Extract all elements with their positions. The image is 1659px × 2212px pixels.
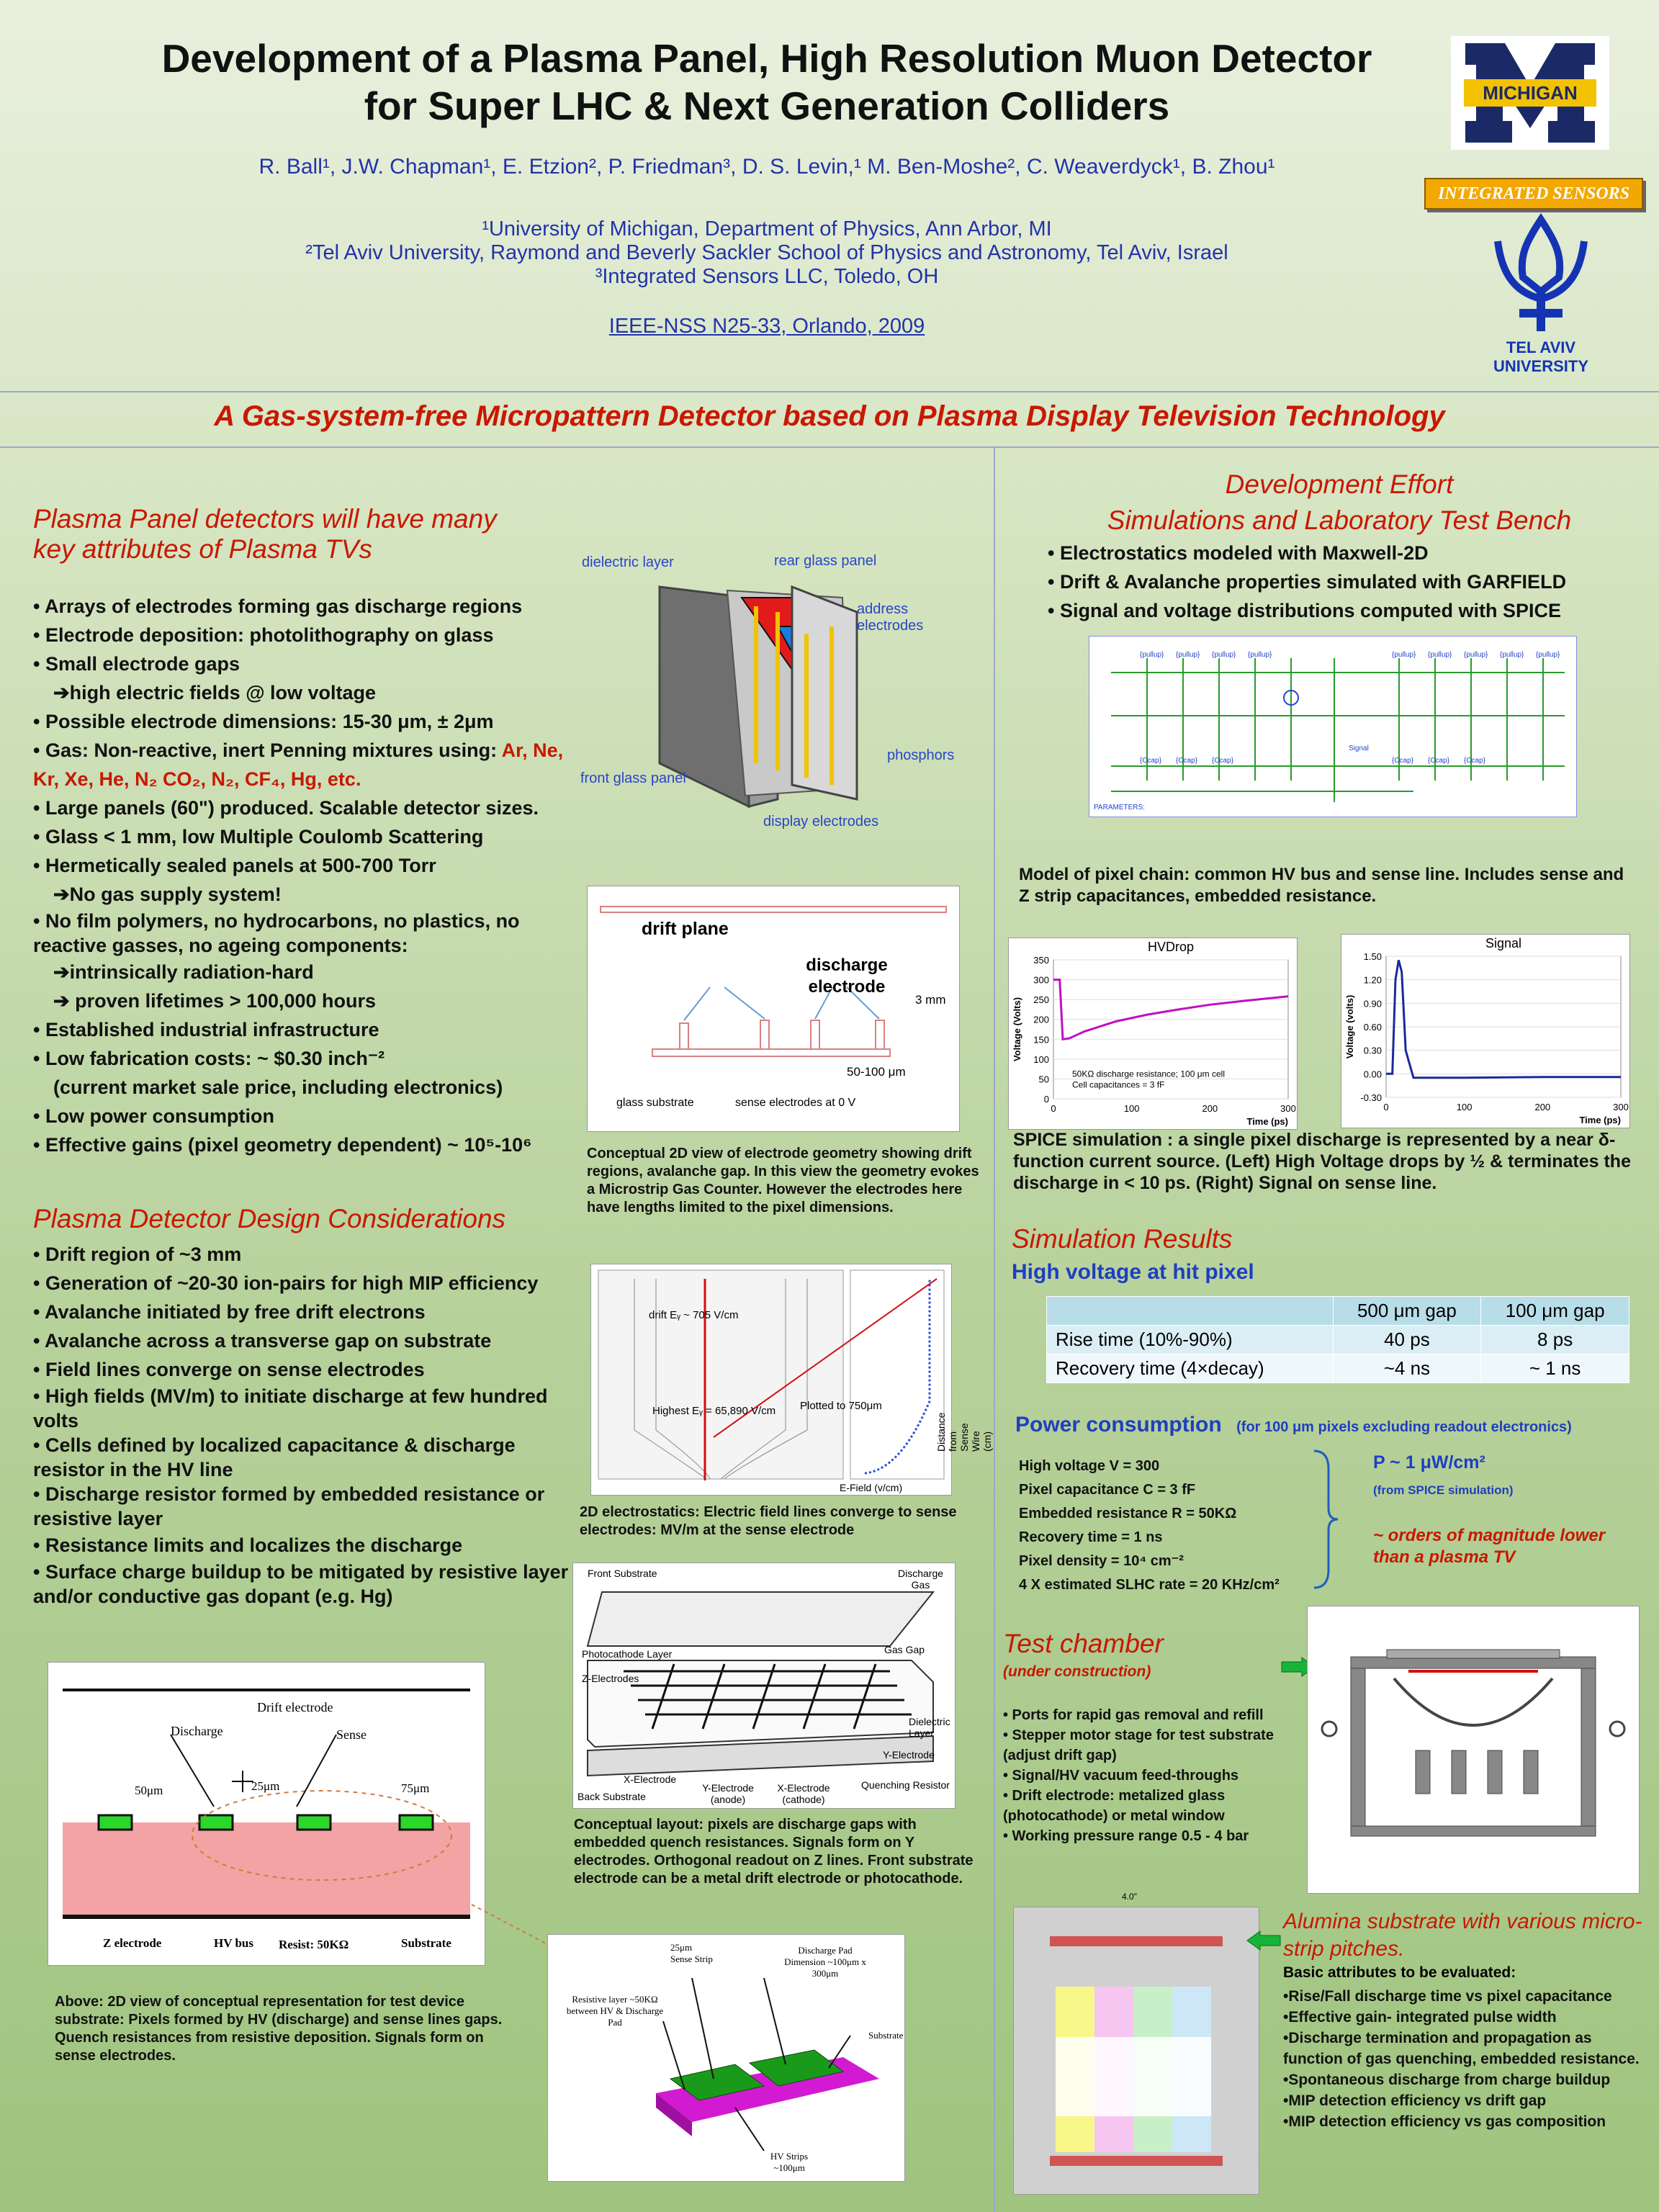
michigan-logo: MICHIGAN xyxy=(1451,36,1609,150)
design-considerations xyxy=(33,1240,580,1609)
header-divider xyxy=(0,391,1659,392)
svg-text:{Ccap}: {Ccap} xyxy=(1176,757,1198,765)
list-item: • Established industrial infrastructure xyxy=(33,1019,379,1040)
substrate-cross-section-figure: Drift electrode Discharge Sense 50μm 25μm 75μm Z electrode HV bus Resist: 50KΩ Substrate xyxy=(48,1662,485,1966)
brace xyxy=(1310,1447,1339,1591)
svg-text:{pullup}: {pullup} xyxy=(1464,651,1488,659)
list-item: • Drift & Avalanche properties simulated with GARFIELD xyxy=(1048,571,1567,593)
power-result: P ~ 1 μW/cm² xyxy=(1373,1452,1485,1473)
arrow-dashed xyxy=(468,1901,554,1951)
svg-text:{pullup}: {pullup} xyxy=(1392,651,1416,659)
list-item: • Signal and voltage distributions computed with SPICE xyxy=(1048,600,1562,621)
y-tick-label: -0.30 xyxy=(1360,1092,1382,1103)
list-item: • Low power consumption xyxy=(33,1105,274,1127)
svg-text:{pullup}: {pullup} xyxy=(1248,651,1272,659)
svg-text:{Ccap}: {Ccap} xyxy=(1140,757,1162,765)
y-tick-label: 0.30 xyxy=(1363,1045,1382,1056)
plasma-display-exploded-figure: dielectric layer rear glass panel address electrodes phosphors front glass panel display electrodes xyxy=(580,553,955,830)
y-tick-label: 0.60 xyxy=(1363,1022,1382,1033)
list-item: ➔intrinsically radiation-hard xyxy=(53,961,314,983)
list-item: • Hermetically sealed panels at 500-700 Torr xyxy=(33,855,436,876)
svg-text:{pullup}: {pullup} xyxy=(1212,651,1236,659)
svg-text:{Ccap}: {Ccap} xyxy=(1464,757,1486,765)
list-item: • Avalanche initiated by free drift electrons xyxy=(33,1301,426,1323)
y-tick-label: 200 xyxy=(1033,1014,1049,1025)
list-item: • Surface charge buildup to be mitigated by resistive layer and/or conductive gas dopant (e.g. Hg) xyxy=(33,1561,569,1607)
integrated-sensors-logo: INTEGRATED SENSORS xyxy=(1424,178,1643,210)
svg-text:{pullup}: {pullup} xyxy=(1500,651,1524,659)
list-item: • Low fabrication costs: ~ $0.30 inch⁻² xyxy=(33,1048,385,1069)
svg-text:{Ccap}: {Ccap} xyxy=(1428,757,1450,765)
svg-text:{Ccap}: {Ccap} xyxy=(1212,757,1234,765)
y-tick-label: 0.90 xyxy=(1363,998,1382,1010)
power-heading: Power consumption (for 100 μm pixels excluding readout electronics) xyxy=(1015,1413,1572,1437)
plasma-tv-attributes xyxy=(33,592,573,1159)
table-header: 500 μm gap xyxy=(1333,1297,1481,1326)
list-item: • Arrays of electrodes forming gas discharge regions xyxy=(33,595,523,617)
section-heading-development: Development Effort Simulations and Laboratory Test Bench xyxy=(1107,469,1572,535)
hvdrop-chart xyxy=(1008,938,1298,1130)
electrostatics-figure: drift Eᵧ ~ 705 V/cm Highest Eᵧ = 65,890 V/cm Plotted to 750μm E-Field (v/cm) Distance from Sense Wire (cm) xyxy=(590,1264,952,1496)
y-axis-label: Voltage (Volts) xyxy=(1012,997,1022,1062)
caption-conceptual-layout: Conceptual layout: pixels are discharge gaps with embedded quench resistances. Signals form on Y electrodes. Orthogonal readout on Z lines. Front substrate electrode can be a metal drift electrode or photocathode. xyxy=(574,1817,974,1887)
alumina-substrate-drawing: 4.0" xyxy=(1013,1907,1259,2195)
chart-title: Signal xyxy=(1485,936,1522,950)
list-item: • Generation of ~20-30 ion-pairs for high MIP efficiency xyxy=(33,1272,539,1294)
chart-annotation: 50KΩ discharge resistance; 100 μm cell xyxy=(1072,1069,1225,1079)
chart-annotation: Cell capacitances = 3 fF xyxy=(1072,1079,1165,1090)
caption-spice: SPICE simulation : a single pixel discharge is represented by a near δ-function current source. (Left) High Voltage drops by ½ & terminates the discharge in < 10 ps. (Right) Signal on sense line. xyxy=(1013,1130,1631,1193)
pixel-chain-circuit: {pullup} {pullup} {pullup} {pullup} {pullup} {pullup} {pullup} {pullup} {pullup} {Ccap} {Ccap} {Ccap} {Ccap} {Ccap} {Ccap} PARAMETERS: Signal xyxy=(1089,636,1577,817)
x-tick-label: 0 xyxy=(1383,1102,1389,1112)
caption-pixel-chain: Model of pixel chain: common HV bus and sense line. Includes sense and Z strip capacitances, embedded resistance. xyxy=(1019,865,1624,906)
list-item: • Resistance limits and localizes the discharge xyxy=(33,1534,463,1556)
conceptual-layout-figure: Front Substrate Discharge Gas Gas Gap Photocathode Layer Z-Electrodes Dielectric Layer Y-Electrode X-Electrode Back Substrate Y-Electrode (anode) X-Electrode (cathode) Quenching Resistor xyxy=(572,1563,956,1809)
list-item: • Small electrode gaps xyxy=(33,653,240,675)
table-header: 100 μm gap xyxy=(1481,1297,1629,1326)
list-item: ➔ proven lifetimes > 100,000 hours xyxy=(53,990,377,1012)
svg-text:{pullup}: {pullup} xyxy=(1176,651,1200,659)
simulation-table xyxy=(1046,1296,1629,1383)
x-tick-label: 100 xyxy=(1456,1102,1473,1112)
y-tick-label: 50 xyxy=(1038,1074,1049,1085)
subtitle-divider xyxy=(0,446,1659,448)
series-line xyxy=(1053,980,1288,1040)
list-item: • Discharge resistor formed by embedded resistance or resistive layer xyxy=(33,1483,545,1529)
y-tick-label: 100 xyxy=(1033,1053,1049,1065)
section-heading-plasma-tv: Plasma Panel detectors will have many key attributes of Plasma TVs xyxy=(33,504,497,564)
y-tick-label: 0.00 xyxy=(1363,1069,1382,1080)
resistive-layer-figure: 25μm Sense Strip Discharge Pad Dimension ~100μm x 300μm Resistive layer ~50KΩ between HV & Discharge Pad Substrate HV Strips ~100μm xyxy=(547,1934,905,2182)
y-tick-label: 1.50 xyxy=(1363,951,1382,962)
y-tick-label: 250 xyxy=(1033,994,1049,1006)
list-item: • High fields (MV/m) to initiate discharge at few hundred volts xyxy=(33,1385,548,1431)
affiliations: ¹University of Michigan, Department of Physics, Ann Arbor, MI ²Tel Aviv University, Raymond and Beverly Sackler School of Physics and Astronomy, Tel Aviv, Israel ³Integrated Sensors LLC, Toledo, OH xyxy=(305,217,1228,288)
x-tick-label: 300 xyxy=(1280,1103,1296,1114)
list-item: (current market sale price, including electronics) xyxy=(53,1076,503,1098)
power-parameters: High voltage V = 300 Pixel capacitance C = 3 fF Embedded resistance R = 50KΩ Recovery time = 1 ns Pixel density = 10⁴ cm⁻² 4 X estimated SLHC rate = 20 KHz/cm² xyxy=(1019,1458,1280,1593)
list-item: • Possible electrode dimensions: 15-30 μm, ± 2μm xyxy=(33,711,494,732)
power-source: (from SPICE simulation) xyxy=(1373,1483,1514,1497)
list-item: • Drift region of ~3 mm xyxy=(33,1244,242,1265)
section-heading-design: Plasma Detector Design Considerations xyxy=(33,1204,506,1233)
hv-heading: High voltage at hit pixel xyxy=(1012,1260,1254,1284)
arrow-left-green-icon xyxy=(1246,1930,1282,1951)
x-tick-label: 200 xyxy=(1534,1102,1551,1112)
y-tick-label: 0 xyxy=(1043,1094,1049,1105)
y-tick-label: 300 xyxy=(1033,974,1049,986)
list-item: • Large panels (60") produced. Scalable detector sizes. xyxy=(33,797,539,819)
list-item: • Effective gains (pixel geometry dependent) ~ 10⁵-10⁶ xyxy=(33,1134,532,1156)
x-tick-label: 300 xyxy=(1613,1102,1629,1112)
y-tick-label: 150 xyxy=(1033,1034,1049,1046)
section-heading-alumina: Alumina substrate with various micro-strip pitches. xyxy=(1283,1910,1642,1961)
section-heading-simulation: Simulation Results xyxy=(1012,1224,1233,1254)
y-tick-label: 1.20 xyxy=(1363,974,1382,986)
power-comparison: ~ orders of magnitude lower than a plasma TV xyxy=(1373,1526,1606,1567)
svg-text:{pullup}: {pullup} xyxy=(1536,651,1560,659)
svg-text:{Ccap}: {Ccap} xyxy=(1392,757,1414,765)
tel-aviv-logo: TEL AVIV UNIVERSITY xyxy=(1469,212,1613,378)
author-list: R. Ball¹, J.W. Chapman¹, E. Etzion², P. Friedman³, D. S. Levin,¹ M. Ben-Moshe², C. Weaverdyck¹, B. Zhou¹ xyxy=(258,155,1275,179)
list-item: • Electrostatics modeled with Maxwell-2D xyxy=(1048,542,1429,564)
signal-chart xyxy=(1341,934,1630,1128)
test-chamber-drawing xyxy=(1307,1606,1640,1894)
x-axis-label: Time (ps) xyxy=(1246,1116,1288,1127)
svg-text:{pullup}: {pullup} xyxy=(1428,651,1452,659)
poster-subtitle: A Gas-system-free Micropattern Detector based on Plasma Display Television Technology xyxy=(214,400,1445,432)
x-tick-label: 100 xyxy=(1123,1103,1140,1114)
alumina-bullets: •Rise/Fall discharge time vs pixel capacitance •Effective gain- integrated pulse width •Discharge termination and propagation as function of gas quenching, embedded resistance. •Spontaneous discharge from charge buildup •MIP detection efficiency vs drift gap •MIP detection efficiency vs gas composition xyxy=(1283,1988,1640,2130)
table-row: Rise time (10%-90%) 40 ps 8 ps xyxy=(1047,1326,1629,1354)
section-heading-test-chamber: Test chamber xyxy=(1003,1629,1164,1658)
caption-substrate: Above: 2D view of conceptual representation for test device substrate: Pixels formed by HV (discharge) and sense lines gaps. Quench resistances from resistive deposition. Signals form on sense electrodes. xyxy=(55,1994,503,2064)
list-item: • Avalanche across a transverse gap on substrate xyxy=(33,1330,492,1352)
development-bullets xyxy=(1048,539,1638,625)
y-tick-label: 350 xyxy=(1033,955,1049,966)
x-axis-label: Time (ps) xyxy=(1579,1115,1621,1125)
list-item: • Field lines converge on sense electrodes xyxy=(33,1359,425,1380)
column-divider xyxy=(994,448,995,2212)
list-item: ➔No gas supply system! xyxy=(53,884,282,905)
caption-electrostatics: 2D electrostatics: Electric field lines converge to sense electrodes: MV/m at the sense electrode xyxy=(580,1504,957,1538)
table-header xyxy=(1047,1297,1334,1326)
list-item: • Electrode deposition: photolithography on glass xyxy=(33,624,494,646)
list-item: • Glass < 1 mm, low Multiple Coulomb Scattering xyxy=(33,826,484,848)
chart-title: HVDrop xyxy=(1147,940,1195,954)
electrode-geometry-figure: drift plane discharge electrode 3 mm 50-100 μm glass substrate sense electrodes at 0 V xyxy=(587,886,960,1132)
x-tick-label: 0 xyxy=(1051,1103,1056,1114)
list-item: ➔high electric fields @ low voltage xyxy=(53,682,377,703)
svg-text:{pullup}: {pullup} xyxy=(1140,651,1164,659)
table-row: Recovery time (4×decay) ~4 ns ~ 1 ns xyxy=(1047,1354,1629,1383)
x-tick-label: 200 xyxy=(1202,1103,1218,1114)
list-item: • No film polymers, no hydrocarbons, no plastics, no reactive gasses, no ageing components: xyxy=(33,910,520,956)
conference-link[interactable]: IEEE-NSS N25-33, Orlando, 2009 xyxy=(608,315,925,338)
poster-title: Development of a Plasma Panel, High Resolution Muon Detector for Super LHC & Next Generation Colliders xyxy=(161,36,1372,128)
test-chamber-bullets: • Ports for rapid gas removal and refill • Stepper motor stage for test substrate (adjust drift gap) • Signal/HV vacuum feed-throughs • Drift electrode: metalized glass (photocathode) or metal window • Working pressure range 0.5 - 4 bar xyxy=(1003,1707,1274,1844)
test-chamber-note: (under construction) xyxy=(1003,1663,1151,1680)
list-item: • Cells defined by localized capacitance & discharge resistor in the HV line xyxy=(33,1434,516,1480)
alumina-intro: Basic attributes to be evaluated: xyxy=(1283,1964,1516,1981)
series-line xyxy=(1386,960,1621,1077)
list-item: • Gas: Non-reactive, inert Penning mixtures using: Ar, Ne, Kr, Xe, He, N₂ CO₂, N₂, CF₄, Hg, etc. xyxy=(33,739,564,790)
caption-electrode-geometry: Conceptual 2D view of electrode geometry showing drift regions, avalanche gap. In this view the geometry evokes a Microstrip Gas Counter. However the electrodes here have lengths limited to the pixel dimensions. xyxy=(587,1146,979,1215)
y-axis-label: Voltage (volts) xyxy=(1344,994,1355,1059)
